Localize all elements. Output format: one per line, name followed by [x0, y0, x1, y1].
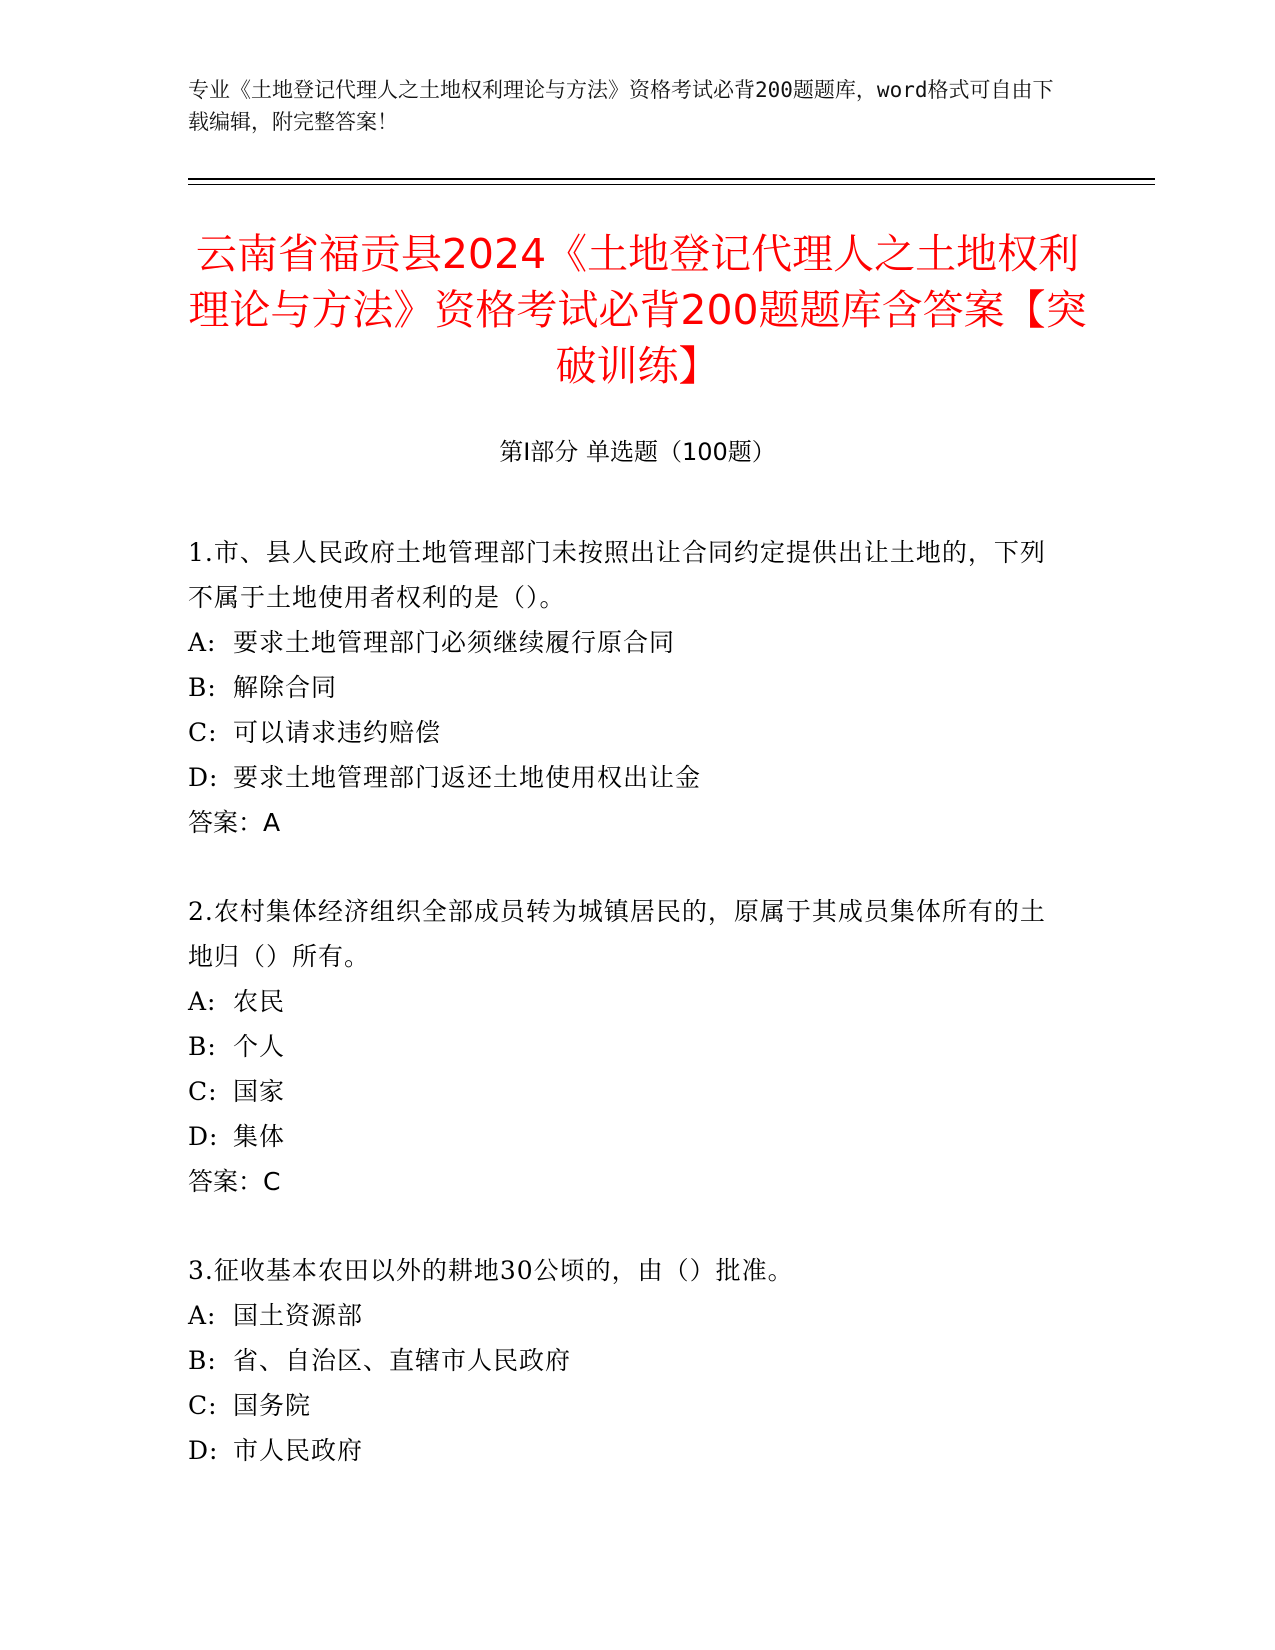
- option-text: 个人: [233, 1032, 286, 1061]
- option-key: C:: [188, 718, 218, 747]
- document-title: 云南省福贡县2024《土地登记代理人之土地权利理论与方法》资格考试必背200题题库含答案【突破训练】: [188, 230, 1087, 390]
- option-key: D:: [188, 763, 219, 792]
- option-text: 要求土地管理部门必须继续履行原合同: [233, 628, 676, 657]
- option-a: [188, 620, 1068, 665]
- question-1: [188, 530, 1068, 845]
- question-2: [188, 889, 1068, 1204]
- option-c: [188, 710, 1068, 755]
- option-key: A:: [188, 1301, 217, 1330]
- option-text: 集体: [233, 1122, 286, 1151]
- answer-line: 答案：C: [188, 1167, 281, 1196]
- option-a: [188, 979, 1068, 1024]
- option-a: [188, 1293, 1068, 1338]
- option-key: B:: [188, 1032, 217, 1061]
- answer-line: 答案：A: [188, 808, 281, 837]
- question-stem: 3.征收基本农田以外的耕地30公顷的，由（）批准。: [188, 1256, 794, 1285]
- question-stem: 1.市、县人民政府土地管理部门未按照出让合同约定提供出让土地的，下列不属于土地使用者权利的是（）。: [188, 538, 1046, 612]
- option-text: 市人民政府: [233, 1436, 364, 1465]
- option-text: 国务院: [233, 1391, 312, 1420]
- option-key: A:: [188, 628, 217, 657]
- option-text: 国家: [233, 1077, 286, 1106]
- option-c: [188, 1069, 1068, 1114]
- option-key: C:: [188, 1077, 218, 1106]
- option-d: [188, 1428, 1068, 1473]
- option-key: B:: [188, 673, 217, 702]
- option-b: [188, 1338, 1068, 1383]
- option-key: B:: [188, 1346, 217, 1375]
- header-note: 专业《土地登记代理人之土地权利理论与方法》资格考试必背200题题库，word格式可自由下载编辑，附完整答案！: [188, 78, 1054, 134]
- section-heading: 第Ⅰ部分 单选题（100题）: [499, 438, 776, 466]
- option-text: 可以请求违约赔偿: [233, 718, 442, 747]
- option-key: A:: [188, 987, 217, 1016]
- option-c: [188, 1383, 1068, 1428]
- question-stem: 2.农村集体经济组织全部成员转为城镇居民的，原属于其成员集体所有的土地归（）所有。: [188, 897, 1046, 971]
- option-key: D:: [188, 1122, 219, 1151]
- option-text: 农民: [233, 987, 286, 1016]
- question-list: [188, 530, 1068, 1517]
- option-b: [188, 1024, 1068, 1069]
- option-text: 国土资源部: [233, 1301, 364, 1330]
- header-divider-thick: [188, 178, 1155, 180]
- option-text: 要求土地管理部门返还土地使用权出让金: [233, 763, 702, 792]
- option-text: 省、自治区、直辖市人民政府: [233, 1346, 572, 1375]
- option-d: [188, 1114, 1068, 1159]
- option-key: D:: [188, 1436, 219, 1465]
- option-text: 解除合同: [233, 673, 338, 702]
- option-key: C:: [188, 1391, 218, 1420]
- option-b: [188, 665, 1068, 710]
- header-divider-thin: [188, 184, 1155, 185]
- question-3: [188, 1248, 1068, 1473]
- option-d: [188, 755, 1068, 800]
